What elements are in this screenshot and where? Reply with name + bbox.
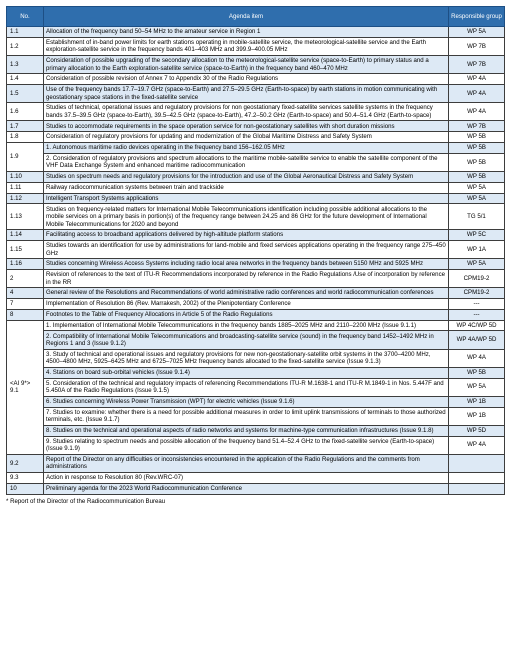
- responsible-group: WP 7B: [449, 56, 505, 74]
- agenda-item-text: Consideration of possible revision of Annex 7 to Appendix 30 of the Radio Regulations: [44, 74, 449, 85]
- agenda-item-text: Studies concerning Wireless Access Systems including radio local area networks in the frequency bands between 5150 MHz and 5925 MHz: [44, 259, 449, 270]
- row-number: 8: [7, 309, 44, 320]
- responsible-group: WP 5A: [449, 259, 505, 270]
- row-number: 4: [7, 288, 44, 299]
- agenda-subitem-text: 2. Consideration of regulatory provisions and spectrum allocations to the maritime mobile-satellite service to enable the satellite component of the VHF Data Exchange System and enhanced maritime radiocommunication: [44, 153, 449, 171]
- responsible-group: [449, 483, 505, 494]
- agenda-subitem-text: 4. Stations on board sub-orbital vehicles (Issue 9.1.4): [44, 367, 449, 378]
- row-number: 2: [7, 269, 44, 287]
- header-responsible-group: Responsible group: [449, 7, 505, 27]
- agenda-item-text: Footnotes to the Table of Frequency Allocations in Article 5 of the Radio Regulations: [44, 309, 449, 320]
- table-row: [7, 269, 505, 287]
- agenda-subitem-text: 2. Compatibility of International Mobile Telecommunications and broadcasting-satellite service (sound) in the frequency band 1452–1492 MHz in Regions 1 and 3 (Issue 9.1.2): [44, 331, 449, 349]
- table-row: [7, 309, 505, 320]
- header-agenda-item: Agenda item: [44, 7, 449, 27]
- responsible-group: WP 4C/WP 5D: [449, 320, 505, 331]
- row-number: 1.9: [7, 143, 44, 172]
- responsible-group: WP 1B: [449, 407, 505, 425]
- responsible-group: WP 5D: [449, 425, 505, 436]
- table-header: [7, 7, 505, 27]
- table-row: [7, 425, 505, 436]
- responsible-group: WP 4A: [449, 74, 505, 85]
- table-row: [7, 396, 505, 407]
- table-row: [7, 172, 505, 183]
- agenda-item-text: Revision of references to the text of ITU-R Recommendations incorporated by reference in the Radio Regulations /Use of incorporation by reference in the RR: [44, 269, 449, 287]
- responsible-group: WP 4A: [449, 85, 505, 103]
- agenda-item-text: Preliminary agenda for the 2023 World Radiocommunication Conference: [44, 483, 449, 494]
- responsible-group: WP 7B: [449, 121, 505, 132]
- row-number: 9.2: [7, 454, 44, 472]
- table-row: [7, 240, 505, 258]
- row-number: 1.3: [7, 56, 44, 74]
- agenda-item-text: Establishment of in-band power limits for earth stations operating in mobile-satellite service, the meteorological-satellite service and the Earth exploration-satellite service in the frequency bands 401–403 MHz and 399.9–400.05 MHz: [44, 37, 449, 55]
- table-body: [7, 27, 505, 495]
- table-row: [7, 103, 505, 121]
- agenda-subitem-text: 5. Consideration of the technical and regulatory impacts of referencing Recommendations ITU-R M.1638-1 and ITU-R M.1849-1 in Nos. 5.447F and 5.450A of the Radio Regulations (Issue 9.1.5): [44, 378, 449, 396]
- row-number: 1.7: [7, 121, 44, 132]
- agenda-item-text: Studies to accommodate requirements in the space operation service for non-geostationary satellites with short duration missions: [44, 121, 449, 132]
- agenda-item-text: Railway radiocommunication systems between train and trackside: [44, 182, 449, 193]
- responsible-group: WP 5C: [449, 230, 505, 241]
- agenda-item-text: Studies on frequency-related matters for International Mobile Telecommunications identification including possible additional allocations to the mobile services on a primary basis in portion(s) of the frequency range between 24.25 and 86 GHz for the future development of International Mobile Telecommunications for 2020 and beyond: [44, 204, 449, 230]
- responsible-group: CPM19-2: [449, 269, 505, 287]
- agenda-item-text: Studies on spectrum needs and regulatory provisions for the introduction and use of the Global Aeronautical Distress and Safety System: [44, 172, 449, 183]
- table-row: [7, 230, 505, 241]
- agenda-item-text: Implementation of Resolution 86 (Rev. Marrakesh, 2002) of the Plenipotentiary Conference: [44, 298, 449, 309]
- agenda-item-text: Allocation of the frequency band 50–54 MHz to the amateur service in Region 1: [44, 27, 449, 38]
- row-number: 1.15: [7, 240, 44, 258]
- responsible-group: WP 4A/WP 5D: [449, 331, 505, 349]
- responsible-group: WP 5A: [449, 27, 505, 38]
- responsible-group: WP 5A: [449, 378, 505, 396]
- table-row: [7, 349, 505, 367]
- row-number: 1.11: [7, 182, 44, 193]
- table-row: [7, 288, 505, 299]
- responsible-group: WP 1B: [449, 396, 505, 407]
- agenda-item-text: Studies towards an identification for use by administrations for land-mobile and fixed services applications operating in the frequency range 275–450 GHz: [44, 240, 449, 258]
- table-row: [7, 407, 505, 425]
- responsible-group: [449, 454, 505, 472]
- table-row: [7, 298, 505, 309]
- table-row: [7, 378, 505, 396]
- agenda-subitem-text: 8. Studies on the technical and operational aspects of radio networks and systems for machine-type communication infrastructures (Issue 9.1.8): [44, 425, 449, 436]
- row-number: 1.2: [7, 37, 44, 55]
- row-number: 1.4: [7, 74, 44, 85]
- row-number: 1.1: [7, 27, 44, 38]
- row-number: 1.14: [7, 230, 44, 241]
- responsible-group: WP 5B: [449, 367, 505, 378]
- footnote: * Report of the Director of the Radiocommunication Bureau: [6, 497, 166, 505]
- responsible-group: WP 5B: [449, 132, 505, 143]
- header-no: No.: [7, 7, 44, 27]
- row-number: 1.5: [7, 85, 44, 103]
- table-row: [7, 121, 505, 132]
- agenda-table-container: [6, 6, 504, 505]
- agenda-subitem-text: 3. Study of technical and operational issues and regulatory provisions for new non-geostationary-satellite orbit systems in the 3700–4200 MHz, 4500–4800 MHz, 5925–6425 MHz and 6725–7025 MHz frequency bands allocated to the fixed-satellite service (Issue 9.1.3): [44, 349, 449, 367]
- responsible-group: [449, 473, 505, 484]
- agenda-item-text: Consideration of possible upgrading of the secondary allocation to the meteorological-satellite service (space-to-Earth) to primary status and a primary allocation to the Earth exploration-satellite service (space-to-Earth) in the frequency band 460–470 MHz: [44, 56, 449, 74]
- table-row: [7, 85, 505, 103]
- agenda-subitem-text: 1. Autonomous maritime radio devices operating in the frequency band 156–162.05 MHz: [44, 143, 449, 154]
- agenda-subitem-text: 6. Studies concerning Wireless Power Transmission (WPT) for electric vehicles (Issue 9.1.6): [44, 396, 449, 407]
- agenda-item-text: Facilitating access to broadband applications delivered by high-altitude platform stations: [44, 230, 449, 241]
- agenda-subitem-text: 1. Implementation of International Mobile Telecommunications in the frequency bands 1885–2025 MHz and 2110–2200 MHz (Issue 9.1.1): [44, 320, 449, 331]
- row-number: <AI 9*> 9.1: [7, 320, 44, 454]
- responsible-group: WP 4A: [449, 103, 505, 121]
- responsible-group: WP 1A: [449, 240, 505, 258]
- responsible-group: ---: [449, 309, 505, 320]
- table-row: [7, 204, 505, 230]
- table-row: [7, 56, 505, 74]
- responsible-group: WP 5B: [449, 143, 505, 154]
- table-row: [7, 320, 505, 331]
- table-row: [7, 483, 505, 494]
- table-row: [7, 37, 505, 55]
- table-row: [7, 259, 505, 270]
- row-number: 7: [7, 298, 44, 309]
- table-row: [7, 454, 505, 472]
- table-row: [7, 132, 505, 143]
- row-number: 9.3: [7, 473, 44, 484]
- responsible-group: WP 5A: [449, 193, 505, 204]
- row-number: 10: [7, 483, 44, 494]
- responsible-group: ---: [449, 298, 505, 309]
- table-row: [7, 27, 505, 38]
- table-row: [7, 436, 505, 454]
- responsible-group: WP 5B: [449, 172, 505, 183]
- table-row: [7, 473, 505, 484]
- row-number: 1.8: [7, 132, 44, 143]
- agenda-item-text: Consideration of regulatory provisions for updating and modernization of the Global Maritime Distress and Safety System: [44, 132, 449, 143]
- agenda-subitem-text: 9. Studies relating to spectrum needs and possible allocation of the frequency band 51.4–52.4 GHz to the fixed-satellite service (Earth-to-space) (Issue 9.1.9): [44, 436, 449, 454]
- responsible-group: WP 5A: [449, 182, 505, 193]
- row-number: 1.10: [7, 172, 44, 183]
- table-row: [7, 193, 505, 204]
- responsible-group: WP 5B: [449, 153, 505, 171]
- table-row: [7, 143, 505, 154]
- table-row: [7, 367, 505, 378]
- row-number: 1.16: [7, 259, 44, 270]
- row-number: 1.12: [7, 193, 44, 204]
- table-row: [7, 182, 505, 193]
- responsible-group: WP 4A: [449, 349, 505, 367]
- table-row: [7, 153, 505, 171]
- row-number: 1.13: [7, 204, 44, 230]
- responsible-group: TG 5/1: [449, 204, 505, 230]
- agenda-table: [6, 6, 505, 495]
- agenda-item-text: Use of the frequency bands 17.7–19.7 GHz (space-to-Earth) and 27.5–29.5 GHz (Earth-to-space) by earth stations in motion communicating with geostationary space stations in the fixed-satellite service: [44, 85, 449, 103]
- agenda-item-text: Action in response to Resolution 80 (Rev.WRC-07): [44, 473, 449, 484]
- table-row: [7, 74, 505, 85]
- responsible-group: WP 7B: [449, 37, 505, 55]
- responsible-group: CPM19-2: [449, 288, 505, 299]
- agenda-item-text: General review of the Resolutions and Recommendations of world administrative radio conferences and world radiocommunication conferences: [44, 288, 449, 299]
- agenda-item-text: Studies of technical, operational issues and regulatory provisions for non geostationary fixed-satellite services satellite systems in the frequency bands 37.5–39.5 GHz (space-to-Earth), 39.5–42.5 GHz (space-to-Earth), 47.2–50.2 GHz (Earth-to-space) and 50.4–51.4 GHz (Earth-to-space): [44, 103, 449, 121]
- row-number: 1.6: [7, 103, 44, 121]
- agenda-item-text: Intelligent Transport Systems applications: [44, 193, 449, 204]
- table-row: [7, 331, 505, 349]
- agenda-item-text: Report of the Director on any difficulties or inconsistencies encountered in the application of the Radio Regulations and the comments from administrations: [44, 454, 449, 472]
- agenda-subitem-text: 7. Studies to examine: whether there is a need for possible additional measures in order to limit uplink transmissions of terminals to those authorized terminals, etc. (Issue 9.1.7): [44, 407, 449, 425]
- responsible-group: WP 4A: [449, 436, 505, 454]
